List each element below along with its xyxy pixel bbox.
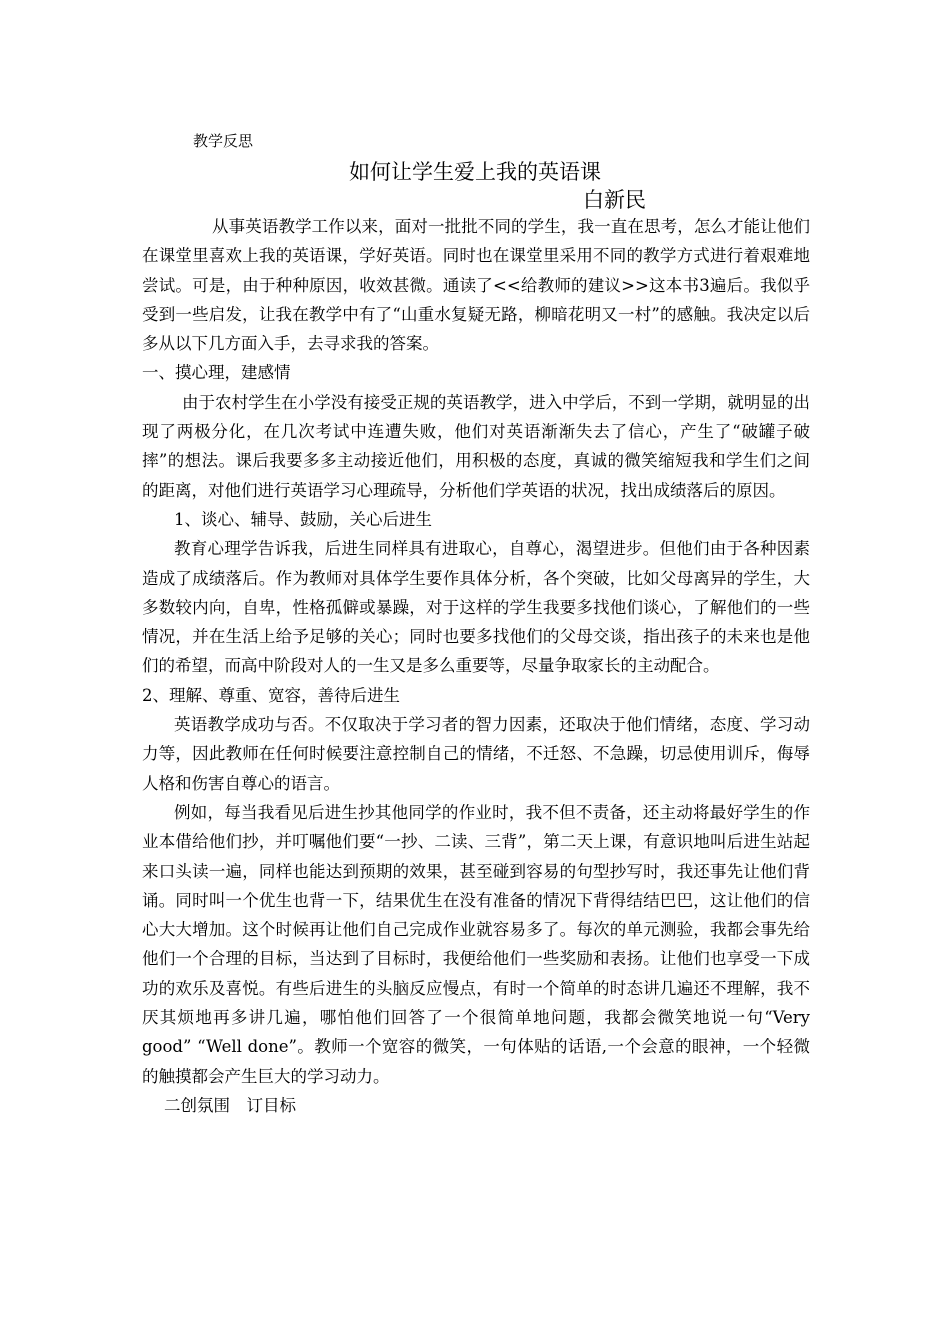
document-body bbox=[142, 212, 810, 1120]
subsection-heading-2: 2、理解、尊重、宽容，善待后进生 bbox=[142, 685, 400, 705]
section-heading-1: 一、摸心理，建感情 bbox=[142, 363, 291, 383]
intro-paragraph: 从事英语教学工作以来，面对一批批不同的学生，我一直在思考，怎么才能让他们在课堂里喜欢上我的英语课，学好英语。同时也在课堂里采用不同的教学方式进行着艰难地尝试。可是，由于种种原因，收效甚微。通读了<<给教师的建议>>这本书3遍后。我似乎受到一些启发，让我在教学中有了“山重水复疑无路，柳暗花明又一村”的感触。我决定以后多从以下几方面入手，去寻求我的答案。 bbox=[142, 217, 810, 354]
document-title: 如何让学生爱上我的英语课 bbox=[349, 160, 601, 184]
subsection-heading-1: 1、谈心、辅导、鼓励，关心后进生 bbox=[174, 509, 432, 529]
subsection-2-paragraph-1: 英语教学成功与否。不仅取决于学习者的智力因素，还取决于他们情绪，态度、学习动力等，因此教师在任何时候要注意控制自己的情绪，不迁怒、不急躁，切忌使用训斥，侮辱人格和伤害自尊心的语言。 bbox=[142, 715, 810, 793]
section-heading-2: 二创氛围 订目标 bbox=[164, 1095, 296, 1115]
document-label: 教学反思 bbox=[193, 132, 254, 150]
subsection-1-paragraph: 教育心理学告诉我，后进生同样具有进取心，自尊心，渴望进步。但他们由于各种因素造成了成绩落后。作为教师对具体学生要作具体分析，各个突破，比如父母离异的学生，大多数较内向，自卑，性格孤僻或暴躁，对于这样的学生我要多找他们谈心，了解他们的一些情况，并在生活上给予足够的关心；同时也要多找他们的父母交谈，指出孩子的未来也是他们的希望，而高中阶段对人的一生又是多么重要等，尽量争取家长的主动配合。 bbox=[142, 539, 810, 676]
subsection-2-paragraph-2: 例如，每当我看见后进生抄其他同学的作业时，我不但不责备，还主动将最好学生的作业本借给他们抄，并叮嘱他们要“一抄、二读、三背”，第二天上课，有意识地叫后进生站起来口头读一遍，同样也能达到预期的效果，甚至碰到容易的句型抄写时，我还事先让他们背诵。同时叫一个优生也背一下，结果优生在没有准备的情况下背得结结巴巴，这让他们的信心大大增加。这个时候再让他们自己完成作业就容易多了。每次的单元测验，我都会事先给他们一个合理的目标，当达到了目标时，我便给他们一些奖励和表扬。让他们也享受一下成功的欢乐及喜悦。有些后进生的头脑反应慢点，有时一个简单的时态讲几遍还不理解，我不厌其烦地再多讲几遍，哪怕他们回答了一个很简单地问题，我都会微笑地说一句“Very good” “Well done”。教师一个宽容的微笑，一句体贴的话语,一个会意的眼神，一个轻微的触摸都会产生巨大的学习动力。 bbox=[142, 802, 810, 1086]
section-1-paragraph: 由于农村学生在小学没有接受正规的英语教学，进入中学后，不到一学期，就明显的出现了两极分化，在几次考试中连遭失败，他们对英语渐渐失去了信心，产生了“破罐子破摔”的想法。课后我要多多主动接近他们，用积极的态度，真诚的微笑缩短我和学生们之间的距离，对他们进行英语学习心理疏导，分析他们学英语的状况，找出成绩落后的原因。 bbox=[142, 392, 810, 500]
document-author: 白新民 bbox=[583, 188, 646, 212]
